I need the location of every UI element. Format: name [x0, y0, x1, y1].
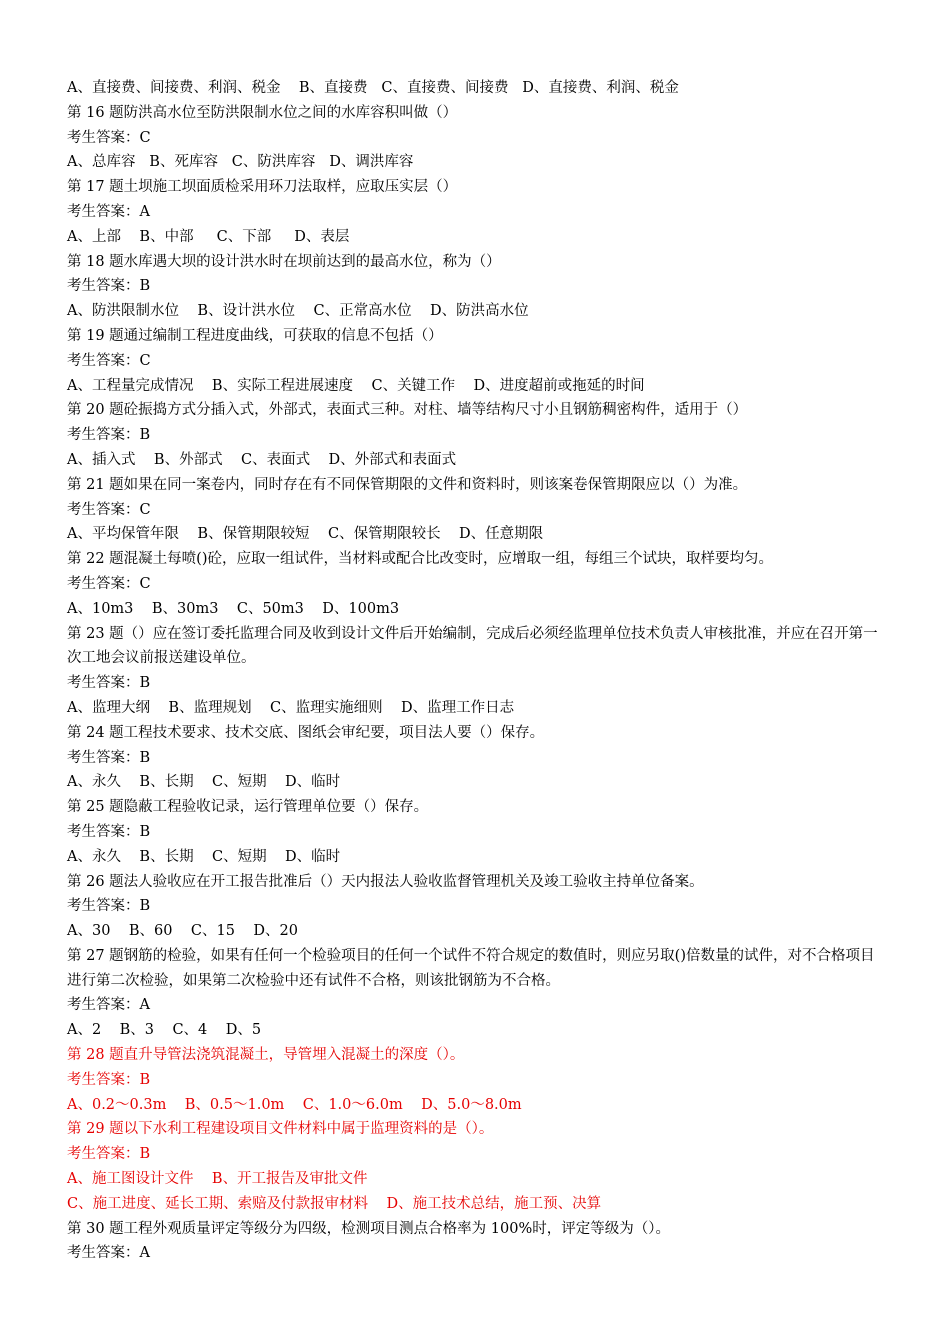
document-line: 考生答案：B	[67, 749, 151, 766]
document-line: 第 18 题水库遇大坝的设计洪水时在坝前达到的最高水位，称为（）	[67, 253, 501, 270]
document-line: A、监理大纲 B、监理规划 C、监理实施细则 D、监理工作日志	[67, 699, 515, 716]
document-line: A、0.2～0.3m B、0.5～1.0m C、1.0～6.0m D、5.0～8.0m	[67, 1096, 522, 1113]
document-body	[67, 76, 887, 1266]
document-line: 第 27 题钢筋的检验，如果有任何一个检验项目的任何一个试件不符合规定的数值时，则应另取()倍数量的试件，对不合格项目进行第二次检验，如果第二次检验中还有试件不合格，则该批钢筋为不合格。	[67, 947, 875, 989]
document-line: 考生答案：A	[67, 997, 150, 1014]
document-line: 第 21 题如果在同一案卷内，同时存在有不同保管期限的文件和资料时，则该案卷保管期限应以（）为准。	[67, 476, 748, 493]
document-line: A、插入式 B、外部式 C、表面式 D、外部式和表面式	[67, 451, 457, 468]
document-line: 第 17 题土坝施工坝面质检采用环刀法取样，应取压实层（）	[67, 179, 458, 196]
document-line: 第 19 题通过编制工程进度曲线，可获取的信息不包括（）	[67, 327, 443, 344]
document-line: 第 25 题隐蔽工程验收记录，运行管理单位要（）保存。	[67, 799, 429, 816]
document-line: 第 24 题工程技术要求、技术交底、图纸会审纪要，项目法人要（）保存。	[67, 724, 545, 741]
document-line: 第 26 题法人验收应在开工报告批准后（）天内报法人验收监督管理机关及竣工验收主持单位备案。	[67, 873, 704, 890]
document-line: A、2 B、3 C、4 D、5	[67, 1022, 262, 1039]
document-line: 考生答案：B	[67, 1071, 151, 1088]
document-line: 第 29 题以下水利工程建设项目文件材料中属于监理资料的是（）。	[67, 1121, 494, 1138]
document-line: 第 20 题砼振捣方式分插入式，外部式，表面式三种。对柱、墙等结构尺寸小且钢筋稠密构件，适用于（）	[67, 402, 748, 419]
document-line: 考生答案：B	[67, 898, 151, 915]
document-line: 考生答案：C	[67, 575, 151, 592]
document-line: 第 23 题（）应在签订委托监理合同及收到设计文件后开始编制，完成后必须经监理单位技术负责人审核批准，并应在召开第一次工地会议前报送建设单位。	[67, 625, 878, 667]
document-line: A、30 B、60 C、15 D、20	[67, 923, 298, 940]
document-line: 考生答案：B	[67, 675, 151, 692]
document-line: 第 16 题防洪高水位至防洪限制水位之间的水库容积叫做（）	[67, 104, 458, 121]
document-line: A、施工图设计文件 B、开工报告及审批文件	[67, 1171, 368, 1188]
document-line: 第 28 题直升导管法浇筑混凝土，导管埋入混凝土的深度（）。	[67, 1047, 465, 1064]
document-line: A、上部 B、中部 C、下部 D、表层	[67, 228, 350, 245]
document-line: 考生答案：B	[67, 427, 151, 444]
document-line: 考生答案：B	[67, 823, 151, 840]
document-line: 第 30 题工程外观质量评定等级分为四级，检测项目测点合格率为 100%时，评定等级为（）。	[67, 1220, 670, 1237]
document-line: A、直接费、间接费、利润、税金 B、直接费 C、直接费、间接费 D、直接费、利润、税金	[67, 80, 679, 96]
document-line: A、总库容 B、死库容 C、防洪库容 D、调洪库容	[67, 154, 414, 171]
document-line: 考生答案：B	[67, 1146, 151, 1163]
document-line: 考生答案：B	[67, 278, 151, 295]
document-line: 考生答案：C	[67, 129, 151, 146]
document-line: 第 22 题混凝土每喷()砼，应取一组试件，当材料或配合比改变时，应增取一组，每组三个试块，取样要均匀。	[67, 551, 773, 568]
document-line: A、永久 B、长期 C、短期 D、临时	[67, 774, 341, 791]
document-line: A、10m3 B、30m3 C、50m3 D、100m3	[67, 600, 400, 617]
document-line: 考生答案：A	[67, 203, 150, 220]
document-line: A、永久 B、长期 C、短期 D、临时	[67, 848, 341, 865]
document-line: A、平均保管年限 B、保管期限较短 C、保管期限较长 D、任意期限	[67, 526, 544, 543]
document-line: A、防洪限制水位 B、设计洪水位 C、正常高水位 D、防洪高水位	[67, 303, 529, 320]
document-line: 考生答案：A	[67, 1245, 150, 1262]
document-line: 考生答案：C	[67, 352, 151, 369]
document-line: C、施工进度、延长工期、索赔及付款报审材料 D、施工技术总结，施工预、决算	[67, 1195, 602, 1212]
document-line: 考生答案：C	[67, 501, 151, 518]
document-line: A、工程量完成情况 B、实际工程进展速度 C、关键工作 D、进度超前或拖延的时间	[67, 377, 645, 394]
